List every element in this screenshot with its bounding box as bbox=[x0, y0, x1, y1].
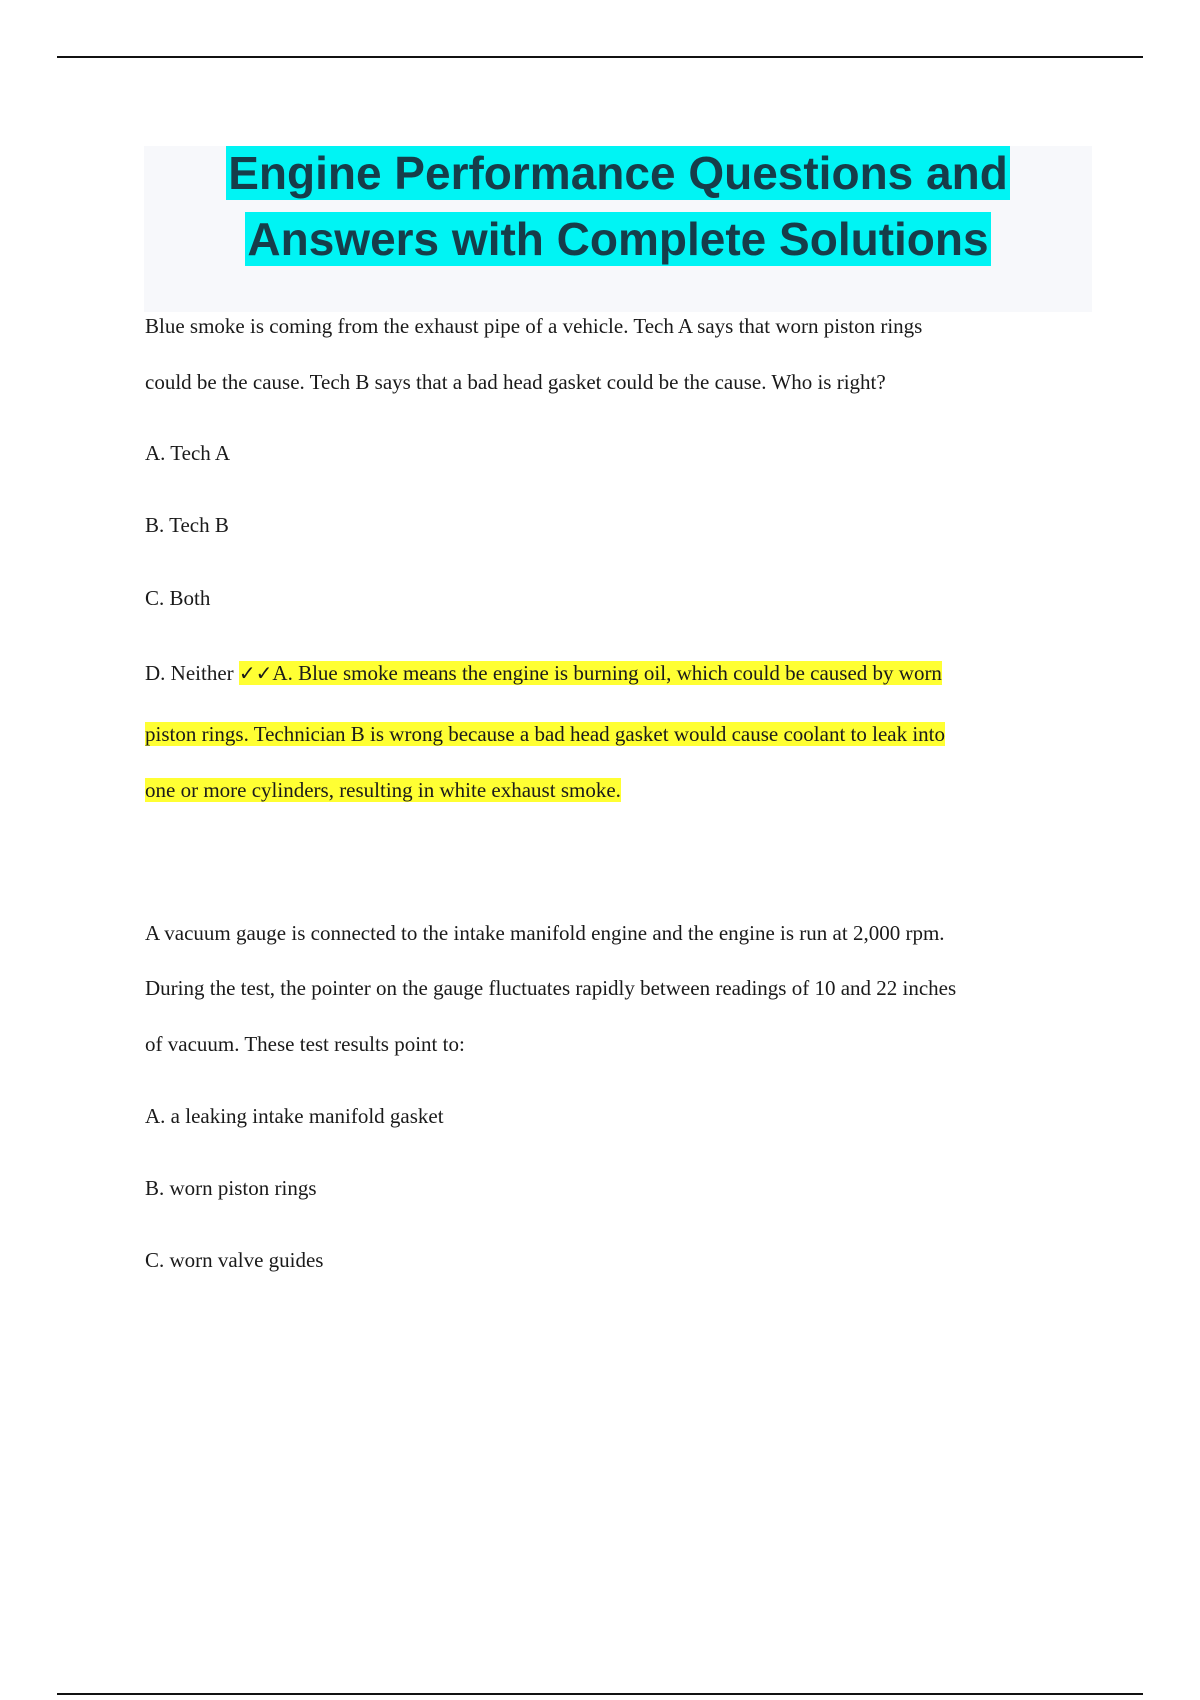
question-1-option-d: D. Neither bbox=[145, 661, 239, 685]
question-2-option-c: C. worn valve guides bbox=[145, 1248, 324, 1272]
question-1-option-a: A. Tech A bbox=[145, 441, 231, 465]
question-2-option-a: A. a leaking intake manifold gasket bbox=[145, 1104, 444, 1128]
question-1-text-line-2: could be the cause. Tech B says that a bad head gasket could be the cause. Who is right? bbox=[145, 370, 886, 394]
question-1-option-b: B. Tech B bbox=[145, 513, 229, 537]
document-title-line-2: Answers with Complete Solutions bbox=[247, 213, 989, 265]
question-2-text-line-3: of vacuum. These test results point to: bbox=[145, 1032, 465, 1056]
answer-line-3: one or more cylinders, resulting in white exhaust smoke. bbox=[145, 778, 621, 802]
answer-line-3-wrap bbox=[145, 762, 1095, 818]
question-1-option-d-line bbox=[145, 645, 1095, 701]
bottom-rule bbox=[57, 1693, 1143, 1695]
question-1-text-line-1: Blue smoke is coming from the exhaust pipe of a vehicle. Tech A says that worn piston rings bbox=[145, 314, 923, 338]
question-2-option-b: B. worn piston rings bbox=[145, 1176, 317, 1200]
answer-line-2-wrap bbox=[145, 706, 1095, 762]
question-2-text-line-2: During the test, the pointer on the gauge fluctuates rapidly between readings of 10 and 22 inches bbox=[145, 976, 957, 1000]
title-block bbox=[144, 146, 1092, 312]
question-2-text-line-1: A vacuum gauge is connected to the intake manifold engine and the engine is run at 2,000 rpm. bbox=[145, 921, 945, 945]
checkmark-icon: ✓✓ bbox=[238, 661, 273, 685]
answer-highlight-1 bbox=[239, 661, 942, 685]
top-rule bbox=[57, 56, 1143, 58]
question-1-option-c: C. Both bbox=[145, 586, 211, 610]
answer-line-1: A. Blue smoke means the engine is burning oil, which could be caused by worn bbox=[272, 661, 942, 685]
document-title-line-1: Engine Performance Questions and bbox=[228, 147, 1008, 199]
answer-line-2: piston rings. Technician B is wrong because a bad head gasket would cause coolant to leak into bbox=[145, 722, 946, 746]
